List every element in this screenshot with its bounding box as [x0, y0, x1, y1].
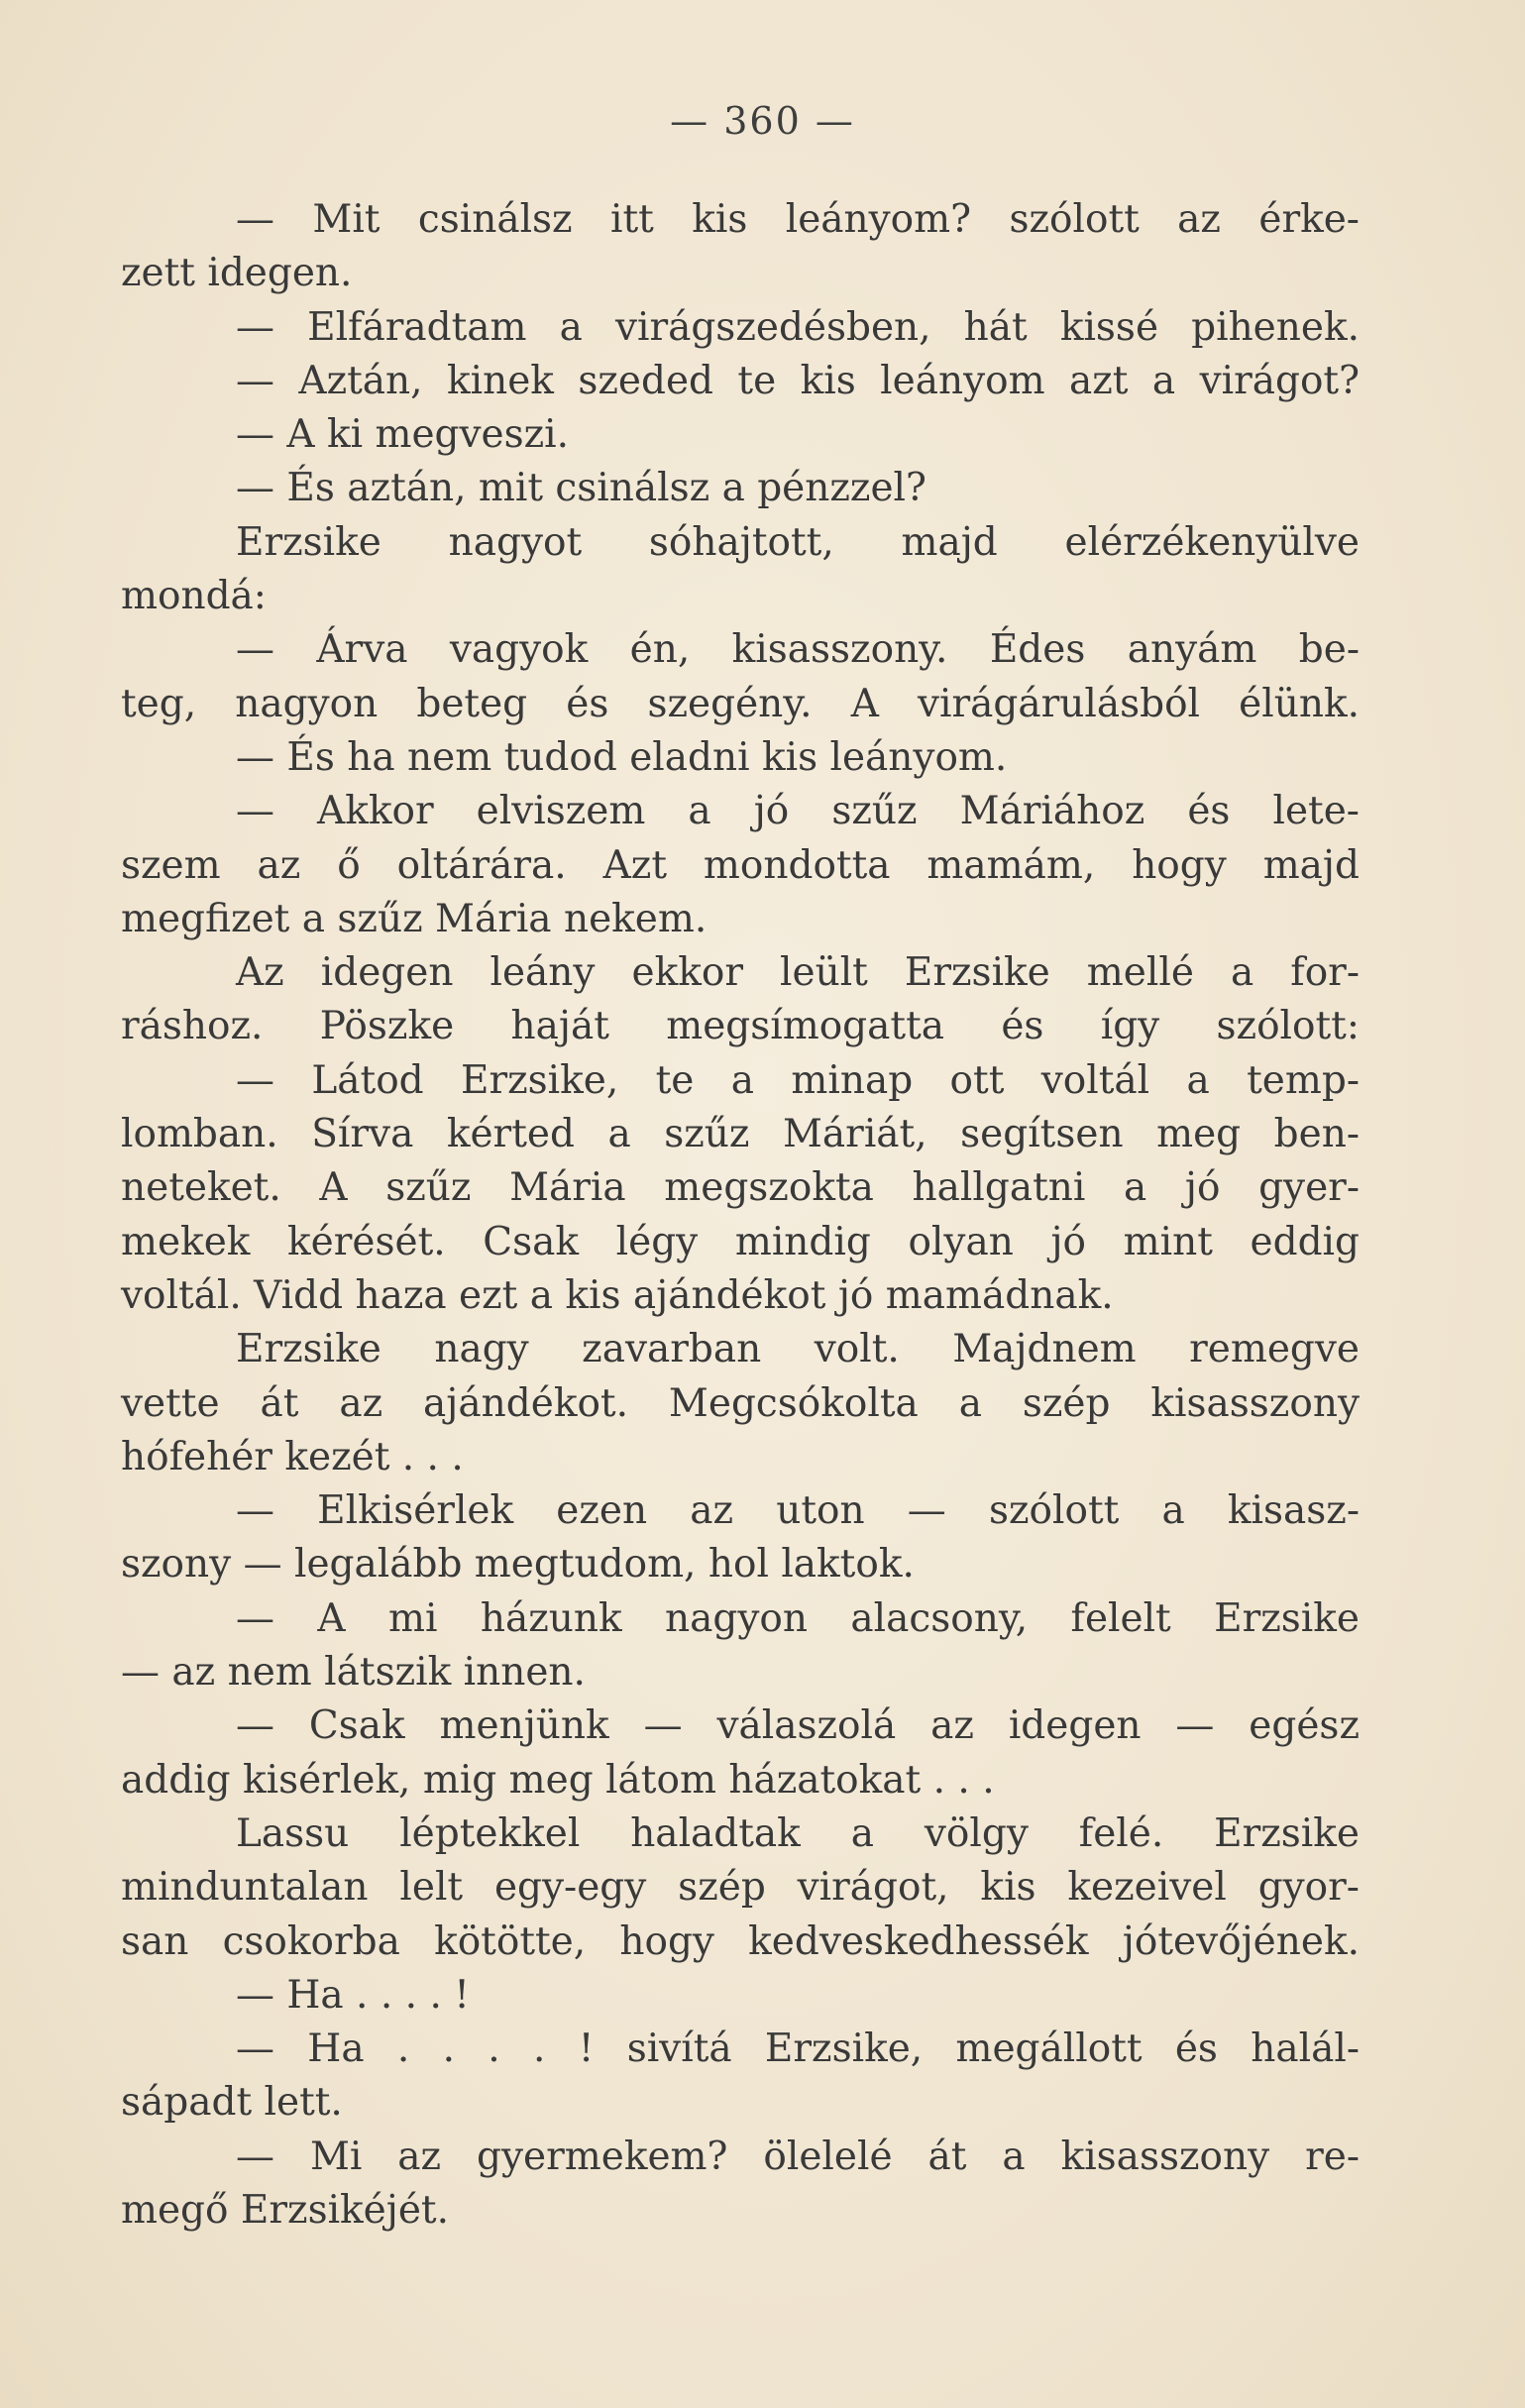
text-line: lomban. Sírva kérted a szűz Máriát, segítsen meg ben-: [121, 1112, 1360, 1157]
text-line: — Mit csinálsz itt kis leányom? szólott az érke-: [236, 197, 1360, 242]
text-line: addig kisérlek, mig meg látom házatokat . . .: [121, 1757, 995, 1803]
text-line: teg, nagyon beteg és szegény. A virágárulásból élünk.: [121, 681, 1360, 726]
text-line: san csokorba kötötte, hogy kedveskedhessék jótevőjének.: [121, 1918, 1360, 1964]
text-line: neteket. A szűz Mária megszokta hallgatni a jó gyer-: [121, 1165, 1360, 1211]
text-line: — az nem látszik innen.: [121, 1650, 586, 1696]
text-line: Az idegen leány ekkor leült Erzsike mellé a for-: [236, 950, 1360, 996]
text-line: — Árva vagyok én, kisasszony. Édes anyám be-: [236, 627, 1360, 673]
text-line: zett idegen.: [121, 251, 353, 296]
text-line: vette át az ajándékot. Megcsókolta a szép kisasszony: [121, 1380, 1360, 1426]
text-line: Lassu léptekkel haladtak a völgy felé. Erzsike: [236, 1810, 1360, 1856]
text-line: — Akkor elviszem a jó szűz Máriához és lete-: [236, 789, 1360, 834]
text-line: ráshoz. Pöszke haját megsímogatta és így szólott:: [121, 1004, 1360, 1049]
text-line: — Aztán, kinek szeded te kis leányom azt a virágot?: [236, 358, 1360, 403]
text-line: — És ha nem tudod eladni kis leányom.: [236, 734, 1008, 780]
text-line: — Látod Erzsike, te a minap ott voltál a temp-: [236, 1057, 1360, 1103]
text-line: szem az ő oltárára. Azt mondotta mamám, hogy majd: [121, 842, 1360, 888]
text-line: mondá:: [121, 574, 267, 619]
text-line: hófehér kezét . . .: [121, 1434, 464, 1479]
text-line: — És aztán, mit csinálsz a pénzzel?: [236, 466, 926, 511]
body-text: [121, 193, 1360, 2238]
text-line: — A ki megveszi.: [236, 412, 570, 458]
text-line: Erzsike nagyot sóhajtott, majd elérzékenyülve: [236, 519, 1360, 565]
text-line: — Ha . . . . ! sivítá Erzsike, megállott és halál-: [236, 2026, 1360, 2072]
text-line: sápadt lett.: [121, 2080, 343, 2126]
text-line: — Elkisérlek ezen az uton — szólott a kisasz-: [236, 1488, 1360, 1534]
text-line: minduntalan lelt egy-egy szép virágot, kis kezeivel gyor-: [121, 1865, 1360, 1911]
text-line: — Ha . . . . !: [236, 1972, 470, 2018]
text-line: voltál. Vidd haza ezt a kis ajándékot jó mamádnak.: [121, 1272, 1114, 1318]
text-line: mekek kérését. Csak légy mindig olyan jó mint eddig: [121, 1219, 1360, 1264]
text-line: — Csak menjünk — válaszolá az idegen — egész: [236, 1703, 1360, 1749]
text-line: megfizet a szűz Mária nekem.: [121, 896, 708, 941]
text-line: — Elfáradtam a virágszedésben, hát kissé pihenek.: [236, 304, 1360, 350]
text-line: szony — legalább megtudom, hol laktok.: [121, 1542, 915, 1587]
text-line: — Mi az gyermekem? ölelelé át a kisasszony re-: [236, 2134, 1360, 2179]
text-line: Erzsike nagy zavarban volt. Majdnem remegve: [236, 1327, 1360, 1372]
page-number: — 360 —: [670, 99, 855, 143]
text-line: — A mi házunk nagyon alacsony, felelt Erzsike: [236, 1595, 1360, 1641]
text-line: megő Erzsikéjét.: [121, 2187, 450, 2233]
